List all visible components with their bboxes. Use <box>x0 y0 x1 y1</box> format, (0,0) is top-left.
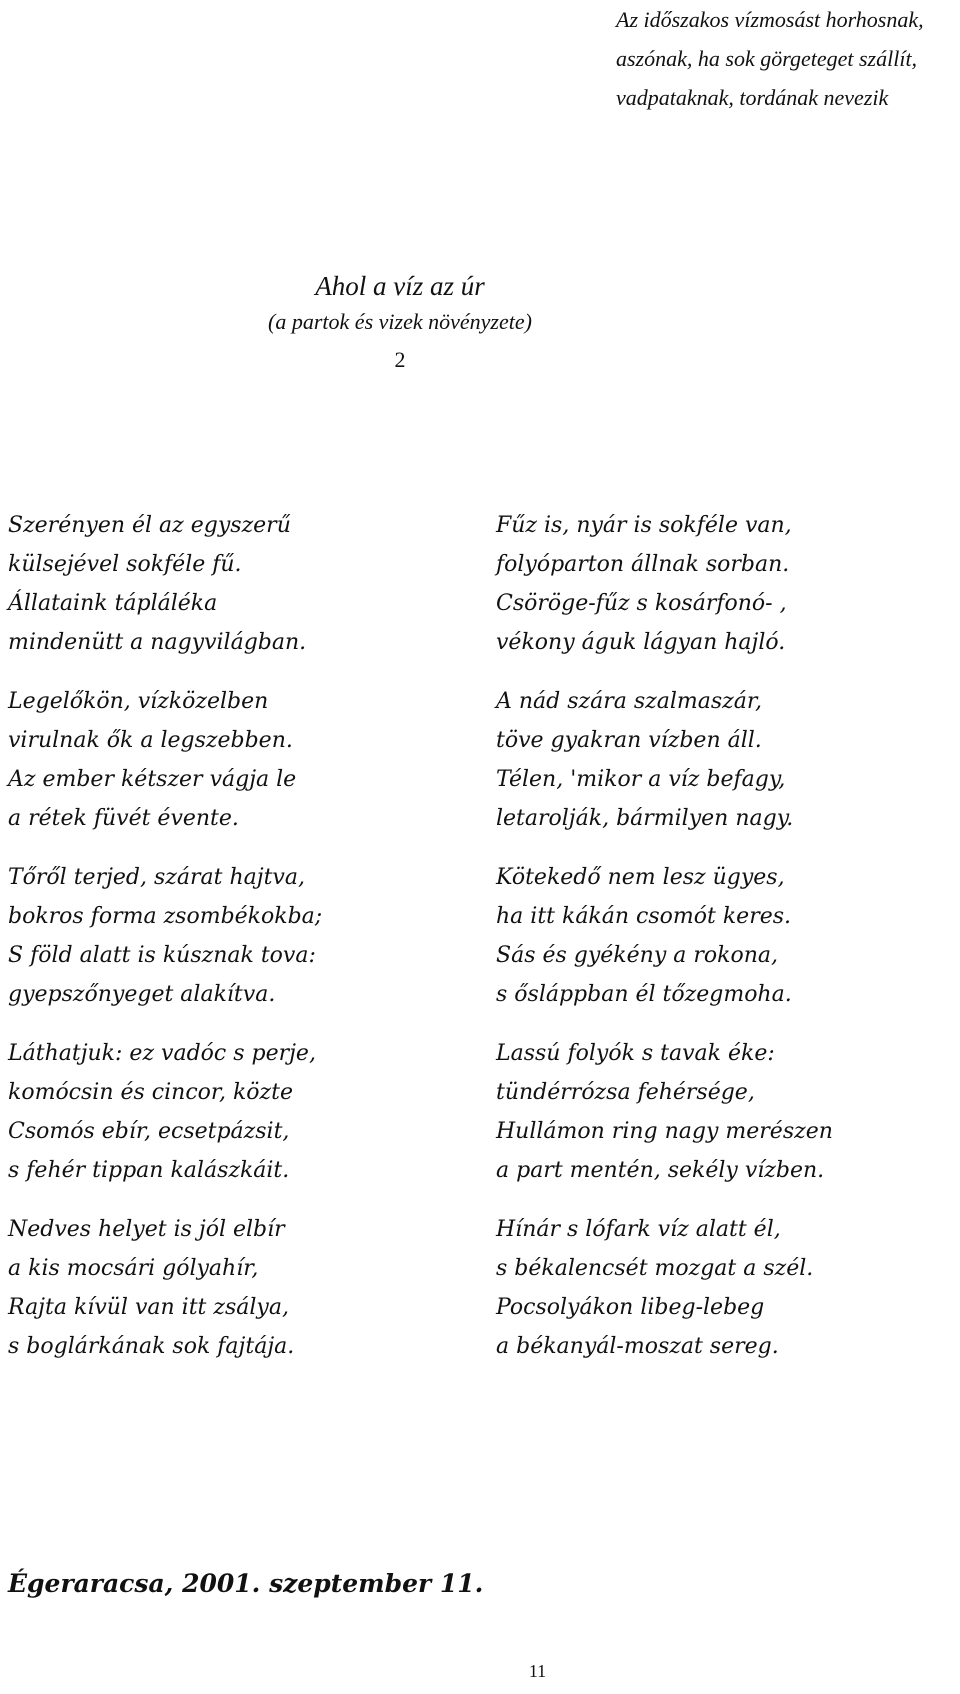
verse-line: Láthatjuk: ez vadóc s perje, <box>8 1041 316 1066</box>
verse-line: A nád szára szalmaszár, <box>496 689 762 714</box>
verse-line: s boglárkának sok fajtája. <box>8 1334 295 1359</box>
verse-line: Csomós ebír, ecsetpázsit, <box>8 1119 290 1144</box>
right-column <box>496 506 956 1386</box>
stanza <box>8 1034 478 1190</box>
verse-line: Hínár s lófark víz alatt él, <box>496 1217 781 1242</box>
verse-line: Pocsolyákon libeg-lebeg <box>496 1295 765 1320</box>
page-number: 11 <box>528 1661 547 1681</box>
verse-line: Nedves helyet is jól elbír <box>8 1217 285 1242</box>
verse-line: ha itt kákán csomót keres. <box>496 904 792 929</box>
verse-line: a békanyál-moszat sereg. <box>496 1334 779 1359</box>
verse-line: komócsin és cincor, közte <box>8 1080 294 1105</box>
verse-line: letarolják, bármilyen nagy. <box>496 806 794 831</box>
intro-note <box>616 0 956 117</box>
stanza <box>496 1034 956 1190</box>
poem-part-number: 2 <box>394 347 406 372</box>
stanza <box>8 858 478 1014</box>
verse-line: Télen, 'mikor a víz befagy, <box>496 767 786 792</box>
verse-line: s békalencsét mozgat a szél. <box>496 1256 814 1281</box>
stanza <box>8 506 478 662</box>
left-column <box>8 506 478 1386</box>
poem-title-block <box>0 268 800 380</box>
stanza <box>496 858 956 1014</box>
stanza <box>496 506 956 662</box>
intro-note-line: aszónak, ha sok görgeteget szállít, <box>616 46 918 71</box>
verse-line: folyóparton állnak sorban. <box>496 552 790 577</box>
stanza <box>496 682 956 838</box>
verse-line: vékony águk lágyan hajló. <box>496 630 786 655</box>
verse-line: Állataink tápláléka <box>8 591 218 616</box>
verse-line: virulnak ők a legszebben. <box>8 728 293 753</box>
verse-line: s ősláppban él tőzegmoha. <box>496 982 792 1007</box>
verse-line: töve gyakran vízben áll. <box>496 728 762 753</box>
verse-line: Szerényen él az egyszerű <box>8 513 291 538</box>
place-date-line: Égeraracsa, 2001. szeptember 11. <box>8 1569 484 1598</box>
verse-line: Lassú folyók s tavak éke: <box>496 1041 775 1066</box>
stanza <box>496 1210 956 1366</box>
verse-line: Sás és gyékény a rokona, <box>496 943 778 968</box>
verse-line: Rajta kívül van itt zsálya, <box>8 1295 289 1320</box>
verse-line: Hullámon ring nagy merészen <box>496 1119 833 1144</box>
verse-line: a rétek füvét évente. <box>8 806 239 831</box>
verse-line: Tőről terjed, szárat hajtva, <box>8 865 305 890</box>
intro-note-line: Az időszakos vízmosást horhosnak, <box>616 7 924 32</box>
verse-line: s fehér tippan kalászkáit. <box>8 1158 290 1183</box>
verse-line: Kötekedő nem lesz ügyes, <box>496 865 785 890</box>
verse-line: S föld alatt is kúsznak tova: <box>8 943 316 968</box>
verse-line: mindenütt a nagyvilágban. <box>8 630 307 655</box>
verse-line: a part mentén, sekély vízben. <box>496 1158 825 1183</box>
verse-line: Legelőkön, vízközelben <box>8 689 269 714</box>
stanza <box>8 682 478 838</box>
verse-line: bokros forma zsombékokba; <box>8 904 323 929</box>
poem-title: Ahol a víz az úr <box>315 271 485 301</box>
verse-line: külsejével sokféle fű. <box>8 552 242 577</box>
verse-line: Fűz is, nyár is sokféle van, <box>496 513 792 538</box>
verse-line: Az ember kétszer vágja le <box>8 767 297 792</box>
intro-note-line: vadpataknak, tordának nevezik <box>616 85 889 110</box>
verse-line: tündérrózsa fehérsége, <box>496 1080 755 1105</box>
verse-line: gyepszőnyeget alakítva. <box>8 982 276 1007</box>
stanza <box>8 1210 478 1366</box>
poem-subtitle: (a partok és vizek növényzete) <box>268 309 532 334</box>
verse-line: a kis mocsári gólyahír, <box>8 1256 259 1281</box>
verse-line: Csöröge-fűz s kosárfonó- , <box>496 591 787 616</box>
